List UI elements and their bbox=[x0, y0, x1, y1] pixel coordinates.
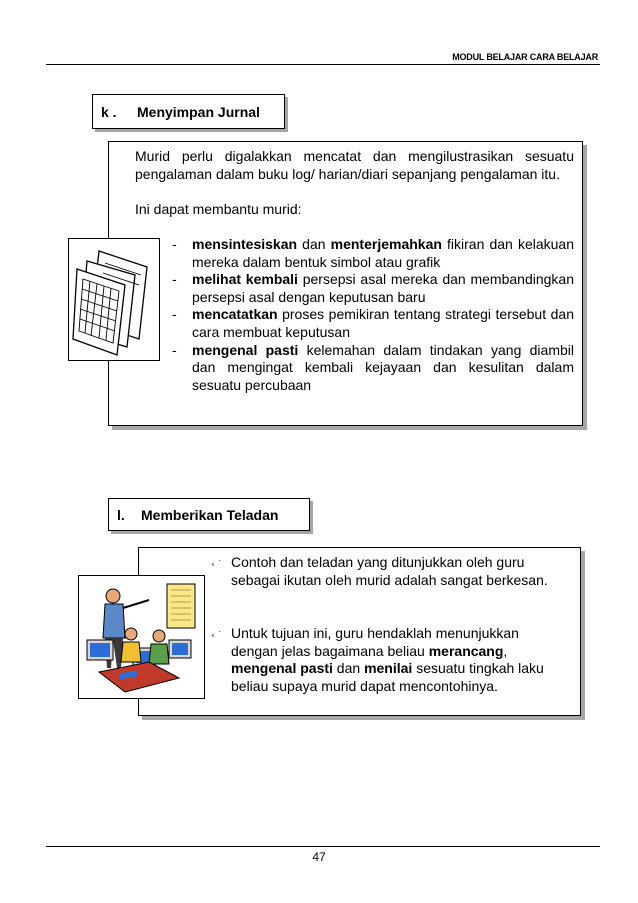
bold-phrase: menterjemahkan bbox=[330, 236, 442, 252]
section-l-title-box bbox=[108, 498, 310, 531]
bullet-item bbox=[172, 306, 574, 341]
header-title: MODUL BELAJAR CARA BELAJAR bbox=[452, 52, 598, 62]
bold-phrase: mengenal pasti bbox=[192, 341, 299, 358]
bold-phrase: menilai bbox=[364, 660, 413, 677]
header-rule bbox=[46, 64, 600, 65]
text-run: persepsi asal mereka dan membandingkan persepsi asal dengan keputusan baru bbox=[192, 271, 574, 305]
section-l-title: Memberikan Teladan bbox=[141, 506, 279, 523]
item-2-symbol: ‹ ˙ bbox=[211, 631, 222, 641]
text-run: Contoh dan teladan yang ditunjukkan oleh guru sebagai ikutan oleh murid adalah sangat berkesan. bbox=[231, 554, 548, 588]
bullet-text bbox=[192, 306, 574, 341]
bullet-text bbox=[192, 236, 574, 271]
bold-phrase: merancang bbox=[428, 642, 504, 659]
text-run: sesuatu tingkah laku beliau supaya murid dapat mencontohinya. bbox=[231, 660, 544, 694]
bold-phrase: mengenal pasti bbox=[231, 660, 333, 677]
bullet-item bbox=[172, 271, 574, 306]
text-run: kelemahan dalam tindakan yang diambil dan mengingat kembali kejayaan dan kesulitan dalam sesuatu percubaan bbox=[192, 341, 574, 393]
section-k-lead: Ini dapat membantu murid: bbox=[135, 200, 302, 217]
text-run: , bbox=[503, 642, 508, 659]
bullet-dash: - bbox=[172, 236, 177, 252]
bullet-dash: - bbox=[172, 341, 177, 358]
text-run: dan bbox=[332, 660, 365, 677]
section-k-title: Menyimpan Jurnal bbox=[137, 103, 260, 120]
bullet-item bbox=[172, 342, 574, 395]
section-k-title-box bbox=[92, 94, 285, 129]
teacher-picture-frame bbox=[78, 575, 205, 699]
section-k-number: k . bbox=[101, 103, 117, 120]
journal-pages-icon bbox=[69, 239, 159, 360]
bullet-dash: - bbox=[172, 306, 177, 323]
text-run: dan bbox=[297, 236, 331, 252]
journal-picture-frame bbox=[68, 238, 160, 361]
bullet-dash: - bbox=[172, 271, 177, 288]
section-k-bullet-list bbox=[172, 236, 574, 394]
bold-phrase: mensintesiskan bbox=[192, 236, 298, 252]
section-l-item-2 bbox=[231, 625, 561, 695]
bullet-text bbox=[192, 271, 574, 306]
footer-rule bbox=[46, 846, 600, 847]
page-number: 47 bbox=[312, 850, 326, 864]
bold-phrase: mencatatkan bbox=[192, 306, 278, 323]
section-k-intro-text: Murid perlu digalakkan mencatat dan mengilustrasikan sesuatu pengalaman dalam buku log/ harian/diari sepanjang pengalaman itu. bbox=[135, 148, 574, 182]
text-run: fikiran dan kelakuan mereka dalam bentuk simbol atau grafik bbox=[192, 236, 574, 270]
item-1-symbol: ‹ ˙ bbox=[211, 560, 222, 570]
section-k-intro bbox=[135, 148, 574, 218]
section-l-item-1 bbox=[231, 554, 561, 589]
text-run: proses pemikiran tentang strategi tersebut dan cara membuat keputusan bbox=[192, 306, 574, 340]
bold-phrase: melihat kembali bbox=[192, 271, 298, 288]
bullet-text bbox=[192, 342, 574, 395]
bullet-item bbox=[172, 236, 574, 271]
text-run: Untuk tujuan ini, guru hendaklah menunjukkan dengan jelas bagaimana beliau bbox=[231, 625, 519, 659]
section-l-number: l. bbox=[117, 506, 125, 523]
teacher-classroom-illustration bbox=[79, 576, 204, 698]
